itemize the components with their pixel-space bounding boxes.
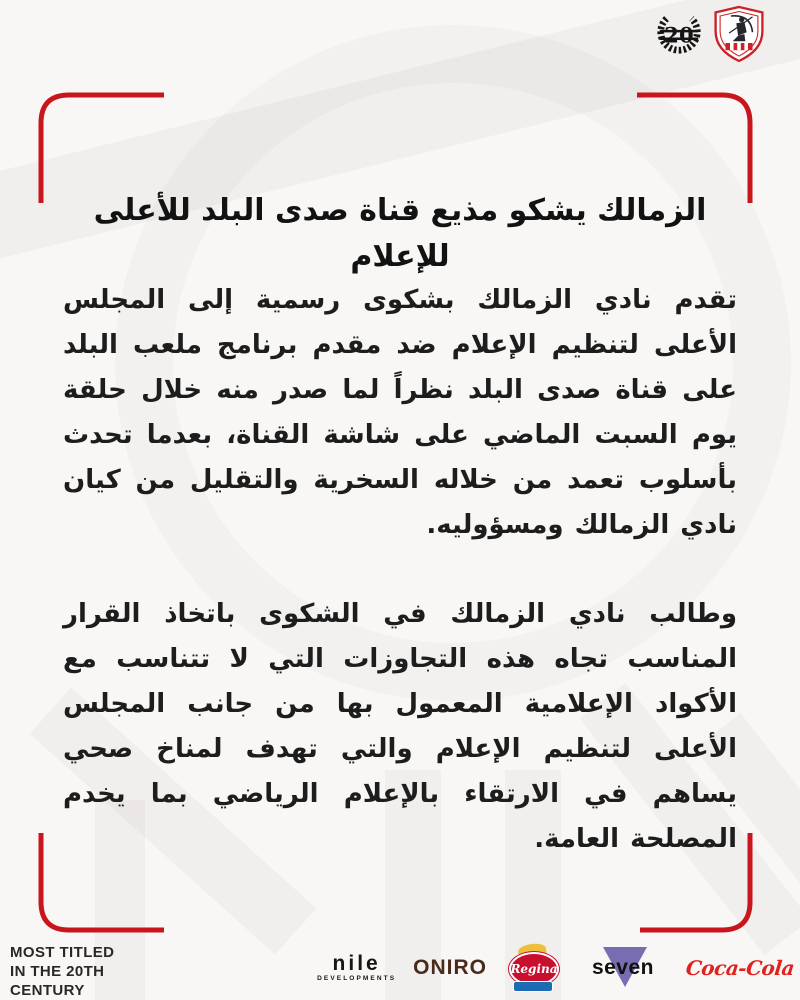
regina-wordmark: Regina bbox=[510, 962, 558, 976]
most-titled-line: CENTURY bbox=[10, 982, 85, 999]
badge-20-label: 20 bbox=[664, 22, 694, 48]
headline: الزمالك يشكو مذيع قناة صدى البلد للأعلى للإعلام bbox=[93, 193, 707, 274]
article-body bbox=[63, 278, 737, 906]
paragraph-1: تقدم نادي الزمالك بشكوى رسمية إلى المجلس الأعلى لتنظيم الإعلام ضد مقدم برنامج ملعب البلد على قناة صدى البلد نظراً لما صدر منه خلال حلقة يوم السبت الماضي على شاشة القناة، بعدما تحدث بأسلوب تعمد من خلاله السخرية والتقليل من كيان نادي الزمالك ومسؤوليه. bbox=[63, 285, 737, 540]
nile-developments-label: DEVELOPMENTS bbox=[317, 975, 397, 983]
header-logos bbox=[654, 4, 766, 64]
laurel-20-icon bbox=[654, 6, 704, 62]
most-titled-caption bbox=[10, 943, 114, 1000]
most-titled-line: MOST TITLED bbox=[10, 944, 115, 961]
sponsor-strip bbox=[317, 942, 794, 994]
sponsor-nile-logo bbox=[317, 953, 396, 983]
paragraph-2: وطالب نادي الزمالك في الشكوى باتخاذ القرار المناسب تجاه هذه التجاوزات التي لا تتناسب مع الأكواد الإعلامية المعمول بها من جانب المجلس الأعلى لتنظيم الإعلام والتي تهدف لمناخ صحي يساهم في الارتقاء بالإعلام الرياضي بما يخدم المصلحة العامة. bbox=[63, 599, 737, 854]
regina-ribbon bbox=[513, 981, 553, 992]
seven-wordmark: seven bbox=[591, 956, 654, 979]
nile-wordmark: nile bbox=[332, 952, 381, 976]
most-titled-line: IN THE 20TH bbox=[10, 963, 105, 980]
sponsor-cocacola-logo: Coca-Cola bbox=[684, 956, 796, 980]
sponsor-seven-logo bbox=[577, 945, 669, 991]
zamalek-crest-icon bbox=[712, 4, 766, 64]
sponsor-oniro-logo: ONIRO bbox=[413, 956, 487, 979]
crest-stripes bbox=[726, 43, 753, 50]
sponsor-regina-logo bbox=[504, 944, 560, 992]
